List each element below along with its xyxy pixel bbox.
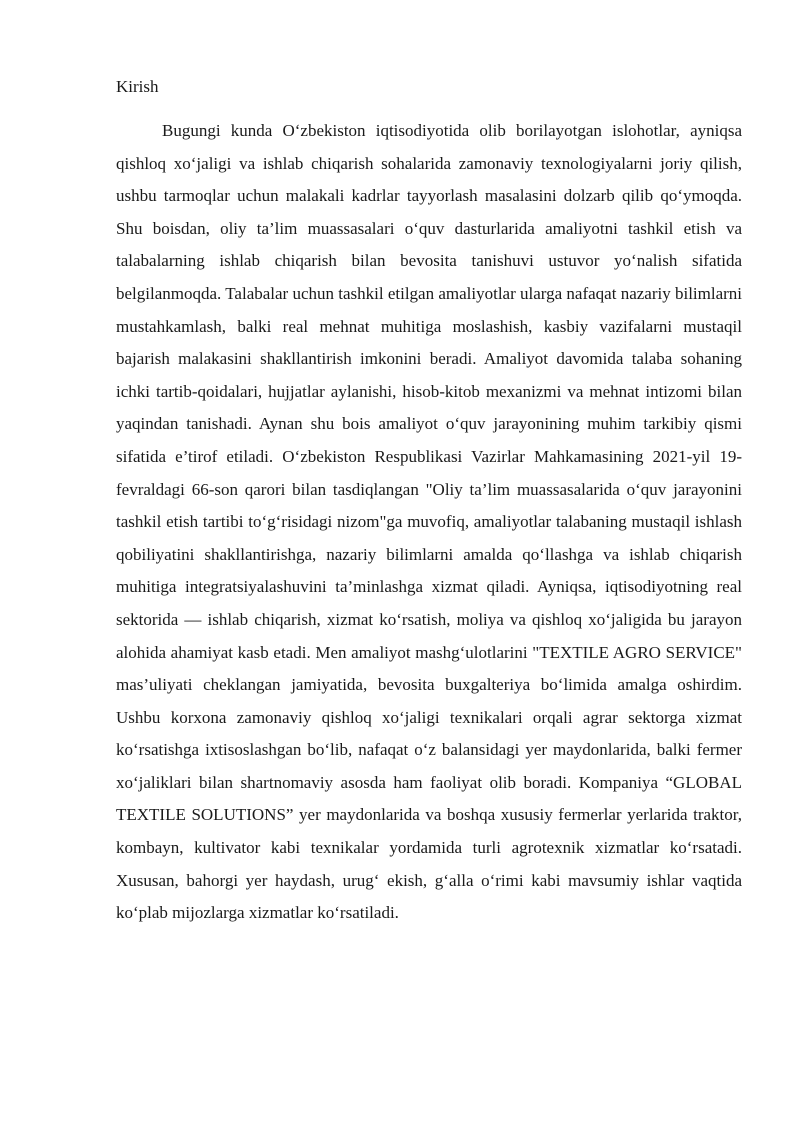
section-heading: Kirish xyxy=(116,77,159,96)
body-paragraph: Bugungi kunda O‘zbekiston iqtisodiyotida olib borilayotgan islohotlar, ayniqsa qishloq xo‘jaligi va ishlab chiqarish sohalarida zamonaviy texnologiyalarni joriy qilish, ushbu tarmoqlar uchun malakali kadrlar tayyorlash masalasini dolzarb qilib qo‘ymoqda. Shu boisdan, oliy ta’lim muassasalari o‘quv dasturlarida amaliyotni tashkil etish va talabalarning ishlab chiqarish bilan bevosita tanishuvi ustuvor yo‘nalish sifatida belgilanmoqda. Talabalar uchun tashkil etilgan amaliyotlar ularga nafaqat nazariy bilimlarni mustahkamlash, balki real mehnat muhitiga moslashish, kasbiy vazifalarni mustaqil bajarish malakasini shakllantirish imkonini beradi. Amaliyot davomida talaba sohaning ichki tartib-qoidalari, hujjatlar aylanishi, hisob-kitob mexanizmi va mehnat intizomi bilan yaqindan tanishadi. Aynan shu bois amaliyot o‘quv jarayonining muhim tarkibiy qismi sifatida e’tirof etiladi. O‘zbekiston Respublikasi Vazirlar Mahkamasining 2021-yil 19-fevraldagi 66-son qarori bilan tasdiqlangan "Oliy ta’lim muassasalarida o‘quv jarayonini tashkil etish tartibi to‘g‘risidagi nizom"ga muvofiq, amaliyotlar talabaning mustaqil ishlash qobiliyatini shakllantirishga, nazariy bilimlarni amalda qo‘llashga va ishlab chiqarish muhitiga integratsiyalashuvini ta’minlashga xizmat qiladi. Ayniqsa, iqtisodiyotning real sektorida — ishlab chiqarish, xizmat ko‘rsatish, moliya va qishloq xo‘jaligida bu jarayon alohida ahamiyat kasb etadi. Men amaliyot mashg‘ulotlarini "TEXTILE AGRO SERVICE" mas’uliyati cheklangan jamiyatida, bevosita buxgalteriya bo‘limida amalga oshirdim. Ushbu korxona zamonaviy qishloq xo‘jaligi texnikalari orqali agrar sektorga xizmat ko‘rsatishga ixtisoslashgan bo‘lib, nafaqat o‘z balansidagi yer maydonlarida, balki fermer xo‘jaliklari bilan shartnomaviy asosda ham faoliyat olib boradi. Kompaniya “GLOBAL TEXTILE SOLUTIONS” yer maydonlarida va boshqa xususiy fermerlar yerlarida traktor, kombayn, kultivator kabi texnikalar yordamida turli agrotexnik xizmatlar ko‘rsatadi. Xususan, bahorgi yer haydash, urug‘ ekish, g‘alla o‘rimi kabi mavsumiy ishlar vaqtida ko‘plab mijozlarga xizmatlar ko‘rsatiladi. xyxy=(116,121,743,923)
document-page xyxy=(116,0,742,1131)
